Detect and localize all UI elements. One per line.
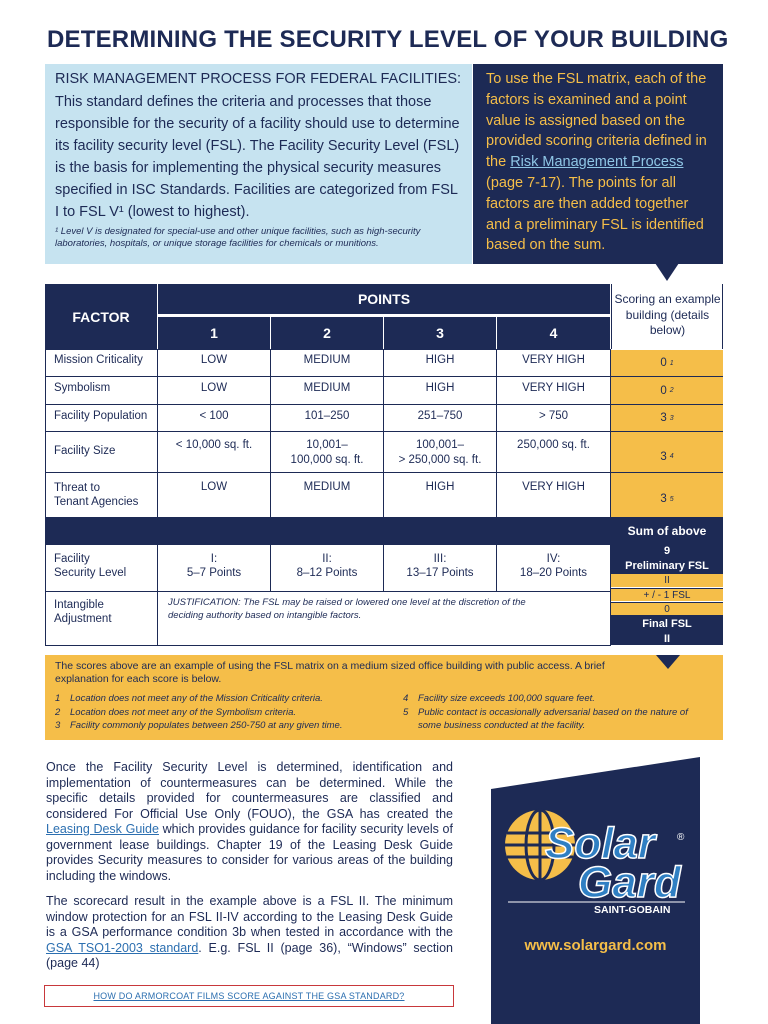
final-fsl-value: II — [611, 632, 723, 645]
instructions-text-1: To use the FSL matrix, each of the factors is examined and a point value is assigned based on the provided scoring criteria defined in the — [486, 71, 707, 171]
factor-facility-security-level: Facility Security Level — [54, 553, 127, 579]
facility-population-1: < 100 — [199, 410, 229, 422]
symbolism-4: VERY HIGH — [522, 382, 585, 394]
point-col-4: 4 — [497, 317, 610, 349]
solargard-logo — [500, 800, 695, 915]
points-header: POINTS — [158, 284, 610, 314]
facility-size-1: < 10,000 sq. ft. — [175, 439, 253, 451]
mission-criticality-2: MEDIUM — [303, 354, 351, 366]
notes-lead: The scores above are an example of using the FSL matrix on a medium sized office building with public access. A brief explanation for each score is below. — [55, 660, 605, 685]
fsl-level-1: I: 5–7 Points — [186, 553, 242, 579]
notes-arrow — [656, 655, 680, 669]
solargard-website-link[interactable]: www.solargard.com — [524, 937, 667, 954]
fsl-level-2: II: 8–12 Points — [296, 553, 358, 579]
sum-value: 9 — [611, 544, 723, 558]
threat-3: HIGH — [425, 481, 455, 493]
facility-population-2: 101–250 — [304, 410, 350, 422]
score-header: Scoring an example building (details below) — [611, 284, 723, 349]
note-5: 5 Public contact is occasionally adversarial based on the nature of some business conducted at the facility. — [403, 706, 688, 731]
final-fsl-label: Final FSL — [611, 615, 723, 632]
preliminary-fsl-label: Preliminary FSL — [611, 558, 723, 574]
risk-management-process-link[interactable]: Risk Management Process — [510, 154, 684, 171]
point-col-3: 3 — [384, 317, 496, 349]
factor-facility-population: Facility Population — [54, 410, 148, 422]
facility-size-2: 10,001– 100,000 sq. ft. — [290, 439, 364, 466]
fsl-level-3: III: 13–17 Points — [406, 553, 474, 579]
factor-threat-to-tenant-agencies: Threat to Tenant Agencies — [54, 482, 139, 508]
threat-1: LOW — [200, 481, 228, 493]
adjustment-value: 0 — [611, 602, 723, 615]
facility-population-3: 251–750 — [417, 410, 463, 422]
callout-arrow — [655, 263, 679, 281]
logo-word-gard: Gard — [578, 858, 681, 907]
note-2: 2 Location does not meet any of the Symbolism criteria. — [55, 706, 297, 718]
intangible-justification: JUSTIFICATION: The FSL may be raised or lowered one level at the discretion of the deciding authority based on intangible factors. — [168, 597, 526, 621]
facility-population-4: > 750 — [538, 410, 569, 422]
facility-size-4: 250,000 sq. ft. — [517, 439, 590, 451]
facility-size-3: 100,001– > 250,000 sq. ft. — [398, 439, 482, 466]
sum-of-above-label: Sum of above — [611, 517, 723, 544]
fsl-matrix — [45, 284, 723, 646]
threat-2: MEDIUM — [303, 481, 351, 493]
note-1: 1 Location does not meet any of the Mission Criticality criteria. — [55, 693, 323, 704]
intro-heading: RISK MANAGEMENT PROCESS FOR FEDERAL FACILITIES: — [55, 71, 462, 87]
fsl-instructions-panel — [473, 64, 723, 264]
score-facility-size: 3 4 — [611, 432, 723, 472]
intro-footnote: ¹ Level V is designated for special-use and other unique facilities, such as high-security laboratories, hospitals, or unique storage facilities for chemicals or munitions. — [55, 226, 421, 249]
threat-4: VERY HIGH — [522, 481, 585, 493]
body-paragraph-1: Once the Facility Security Level is determined, identification and implementation of countermeasures can be determined. While the specific details provided for countermeasures are classified and considered For Official Use Only (FOUO), the GSA has created the Leasing Desk Guide which provides guidance for facility security levels of government lease buildings. Chapter 19 of the Leasing Desk Guide provides Security measures to consider for various areas of the building including the windows. — [46, 760, 453, 883]
mission-criticality-4: VERY HIGH — [522, 354, 585, 366]
page-title: DETERMINING THE SECURITY LEVEL OF YOUR BUILDING — [47, 26, 729, 53]
point-col-2: 2 — [271, 317, 383, 349]
score-explanation-panel — [45, 655, 723, 740]
gsa-standard-link[interactable]: GSA TSO1-2003 standard — [46, 940, 199, 955]
score-threat: 3 5 — [611, 473, 723, 517]
fsl-level-4: IV: 18–20 Points — [519, 553, 588, 579]
preliminary-fsl-value: II — [611, 574, 723, 587]
note-3: 3 Facility commonly populates between 250-750 at any given time. — [55, 720, 343, 731]
mission-criticality-3: HIGH — [425, 354, 455, 366]
note-4: 4 Facility size exceeds 100,000 square feet. — [403, 693, 595, 704]
symbolism-1: LOW — [200, 382, 228, 394]
sum-divider-bar — [45, 517, 611, 544]
body-paragraph-2: The scorecard result in the example above is a FSL II. The minimum window protection for an FSL II-IV according to the Leasing Desk Guide is a GSA performance condition 3b when tested in accordance with the GSA TSO1-2003 standard. E.g. FSL II (page 36), “Windows” section (page 44) — [46, 894, 453, 970]
mission-criticality-1: LOW — [200, 354, 228, 366]
factor-header: FACTOR — [45, 284, 157, 349]
logo-saint-gobain: SAINT-GOBAIN — [594, 904, 671, 915]
score-symbolism: 0 2 — [611, 377, 723, 404]
registered-mark: ® — [677, 832, 685, 843]
factor-facility-size: Facility Size — [54, 445, 116, 457]
factor-intangible-adjustment: Intangible Adjustment — [54, 599, 112, 625]
instructions-text-2: (page 7-17). The points for all factors are then added together and a preliminary FSL is identified based on the sum. — [486, 174, 704, 254]
score-facility-population: 3 3 — [611, 405, 723, 431]
point-col-1: 1 — [158, 317, 270, 349]
intro-body: This standard defines the criteria and processes that those responsible for the security of a facility should use to determine its facility security level (FSL). The Facility Security Level (FSL) is the basis for implementing the physical security measures specified in ISC Standards. Facilities are categorized from FSL I to FSL V¹ (lowest to highest). — [55, 94, 460, 220]
adjustment-label: + / - 1 FSL — [611, 588, 723, 601]
factor-symbolism: Symbolism — [54, 382, 111, 394]
logo-word-solar: Solar — [545, 819, 656, 868]
armorcoat-score-link[interactable]: HOW DO ARMORCOAT FILMS SCORE AGAINST THE GSA STANDARD? — [44, 985, 454, 1007]
intro-risk-management-panel — [45, 64, 472, 264]
leasing-desk-guide-link[interactable]: Leasing Desk Guide — [46, 822, 159, 836]
symbolism-2: MEDIUM — [303, 382, 351, 394]
factor-mission-criticality: Mission Criticality — [54, 354, 143, 366]
symbolism-3: HIGH — [425, 382, 455, 394]
score-mission-criticality: 0 1 — [611, 350, 723, 376]
